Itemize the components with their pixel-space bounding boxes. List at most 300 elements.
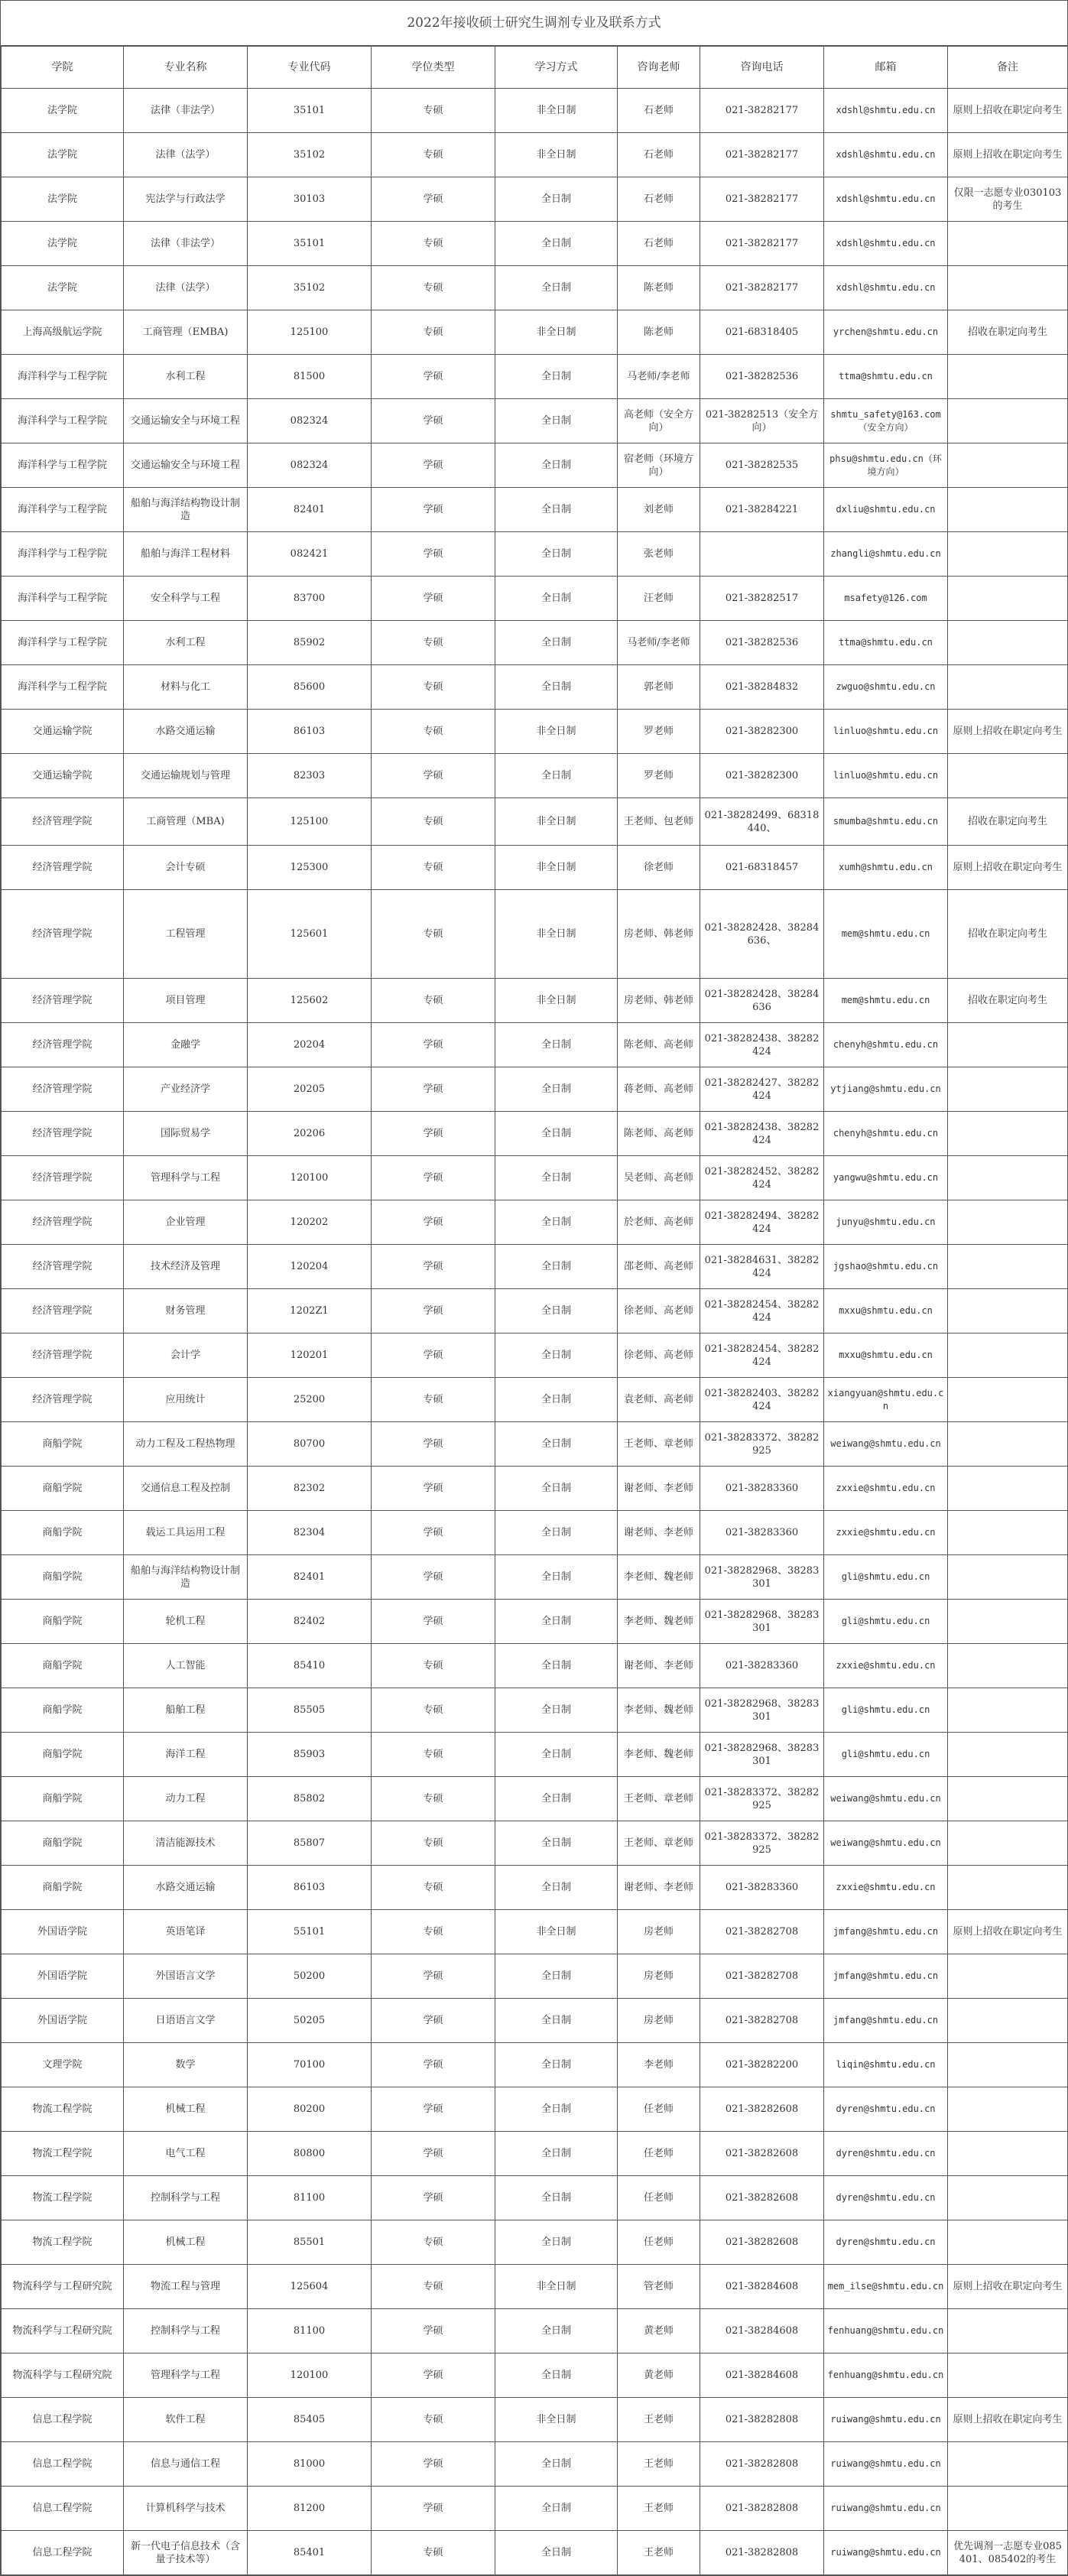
header-study-mode: 学习方式 <box>495 47 618 89</box>
cell-email: zwguo@shmtu.edu.cn <box>824 665 948 710</box>
cell-remarks <box>948 1245 1068 1289</box>
cell-degree: 学硕 <box>372 1067 495 1112</box>
cell-study-mode: 全日制 <box>495 2531 618 2575</box>
cell-study-mode: 全日制 <box>495 1733 618 1777</box>
cell-major: 船舶与海洋结构物设计制造 <box>124 488 248 532</box>
table-row <box>2 1112 1068 1156</box>
cell-college: 上海高级航运学院 <box>2 310 124 355</box>
cell-teacher: 陈老师、高老师 <box>618 1023 700 1067</box>
cell-major: 新一代电子信息技术（含量子技术等） <box>124 2531 248 2575</box>
cell-remarks <box>948 399 1068 443</box>
cell-degree: 专硕 <box>372 1866 495 1910</box>
cell-email: dxliu@shmtu.edu.cn <box>824 488 948 532</box>
cell-code: 125604 <box>248 2265 372 2309</box>
cell-phone: 021-38282808 <box>700 2487 824 2531</box>
cell-teacher: 徐老师 <box>618 846 700 890</box>
cell-college: 信息工程学院 <box>2 2398 124 2442</box>
cell-email: junyu@shmtu.edu.cn <box>824 1200 948 1245</box>
cell-code: 82303 <box>248 754 372 798</box>
cell-major: 企业管理 <box>124 1200 248 1245</box>
cell-email: fenhuang@shmtu.edu.cn <box>824 2353 948 2398</box>
cell-college: 商船学院 <box>2 1821 124 1866</box>
cell-study-mode: 非全日制 <box>495 133 618 177</box>
cell-major: 轮机工程 <box>124 1600 248 1644</box>
cell-phone: 021-38282708 <box>700 1954 824 1999</box>
cell-email: ytjiang@shmtu.edu.cn <box>824 1067 948 1112</box>
cell-email: ruiwang@shmtu.edu.cn <box>824 2531 948 2575</box>
cell-teacher: 王老师、包老师 <box>618 798 700 846</box>
cell-college: 信息工程学院 <box>2 2487 124 2531</box>
cell-college: 海洋科学与工程学院 <box>2 443 124 488</box>
cell-study-mode: 全日制 <box>495 177 618 222</box>
cell-college: 经济管理学院 <box>2 979 124 1023</box>
cell-phone: 021-38284608 <box>700 2353 824 2398</box>
cell-code: 80700 <box>248 1422 372 1467</box>
cell-study-mode: 全日制 <box>495 754 618 798</box>
cell-phone: 021-38282438、38282424 <box>700 1023 824 1067</box>
cell-email: jgshao@shmtu.edu.cn <box>824 1245 948 1289</box>
cell-phone: 021-38282968、38283301 <box>700 1688 824 1733</box>
cell-remarks <box>948 1467 1068 1511</box>
cell-email: xdshl@shmtu.edu.cn <box>824 133 948 177</box>
cell-major: 财务管理 <box>124 1289 248 1333</box>
cell-major: 动力工程及工程热物理 <box>124 1422 248 1467</box>
cell-code: 35101 <box>248 222 372 266</box>
cell-study-mode: 全日制 <box>495 1067 618 1112</box>
cell-code: 1202Z1 <box>248 1289 372 1333</box>
cell-code: 20205 <box>248 1067 372 1112</box>
cell-major: 法律（非法学） <box>124 89 248 133</box>
cell-college: 海洋科学与工程学院 <box>2 355 124 399</box>
header-row <box>2 47 1068 89</box>
cell-degree: 专硕 <box>372 665 495 710</box>
cell-college: 法学院 <box>2 89 124 133</box>
cell-major: 交通运输安全与环境工程 <box>124 443 248 488</box>
cell-degree: 专硕 <box>372 2398 495 2442</box>
cell-phone: 021-38282608 <box>700 2132 824 2176</box>
cell-phone: 021-38282177 <box>700 222 824 266</box>
cell-phone: 021-38282177 <box>700 177 824 222</box>
cell-major: 产业经济学 <box>124 1067 248 1112</box>
cell-study-mode: 全日制 <box>495 1023 618 1067</box>
cell-teacher: 袁老师、高老师 <box>618 1378 700 1422</box>
cell-remarks: 仅限一志愿专业030103的考生 <box>948 177 1068 222</box>
cell-email: weiwang@shmtu.edu.cn <box>824 1422 948 1467</box>
cell-degree: 学硕 <box>372 399 495 443</box>
cell-code: 120100 <box>248 2353 372 2398</box>
cell-email: chenyh@shmtu.edu.cn <box>824 1023 948 1067</box>
cell-remarks: 原则上招收在职定向考生 <box>948 846 1068 890</box>
cell-email: gli@shmtu.edu.cn <box>824 1600 948 1644</box>
cell-phone: 021-38283372、38282925 <box>700 1821 824 1866</box>
cell-degree: 学硕 <box>372 2087 495 2132</box>
cell-major: 工商管理（MBA) <box>124 798 248 846</box>
cell-phone: 021-38282427、38282424 <box>700 1067 824 1112</box>
cell-major: 载运工具运用工程 <box>124 1511 248 1555</box>
cell-teacher: 罗老师 <box>618 754 700 798</box>
table-row <box>2 1023 1068 1067</box>
cell-email: ruiwang@shmtu.edu.cn <box>824 2487 948 2531</box>
cell-major: 安全科学与工程 <box>124 577 248 621</box>
cell-college: 文理学院 <box>2 2043 124 2087</box>
cell-major: 法律（法学） <box>124 266 248 310</box>
cell-college: 海洋科学与工程学院 <box>2 488 124 532</box>
cell-major: 人工智能 <box>124 1644 248 1688</box>
cell-major: 清洁能源技术 <box>124 1821 248 1866</box>
header-major: 专业名称 <box>124 47 248 89</box>
cell-phone: 021-68318405 <box>700 310 824 355</box>
cell-remarks <box>948 2309 1068 2353</box>
cell-email: xdshl@shmtu.edu.cn <box>824 222 948 266</box>
cell-phone: 021-38282517 <box>700 577 824 621</box>
cell-code: 30103 <box>248 177 372 222</box>
cell-remarks <box>948 1289 1068 1333</box>
cell-college: 外国语学院 <box>2 1999 124 2043</box>
cell-remarks <box>948 1333 1068 1378</box>
table-row <box>2 1067 1068 1112</box>
cell-email: weiwang@shmtu.edu.cn <box>824 1821 948 1866</box>
cell-degree: 专硕 <box>372 310 495 355</box>
cell-study-mode: 全日制 <box>495 1378 618 1422</box>
cell-degree: 专硕 <box>372 798 495 846</box>
cell-major: 水路交通运输 <box>124 1866 248 1910</box>
cell-college: 海洋科学与工程学院 <box>2 399 124 443</box>
cell-college: 经济管理学院 <box>2 1023 124 1067</box>
cell-college: 交通运输学院 <box>2 710 124 754</box>
cell-major: 工商管理（EMBA) <box>124 310 248 355</box>
cell-major: 水利工程 <box>124 355 248 399</box>
cell-code: 81000 <box>248 2442 372 2487</box>
cell-degree: 专硕 <box>372 1733 495 1777</box>
cell-study-mode: 全日制 <box>495 1866 618 1910</box>
cell-degree: 学硕 <box>372 1023 495 1067</box>
cell-code: 125602 <box>248 979 372 1023</box>
cell-degree: 专硕 <box>372 89 495 133</box>
cell-degree: 专硕 <box>372 979 495 1023</box>
cell-code: 82304 <box>248 1511 372 1555</box>
table-row <box>2 2176 1068 2220</box>
cell-college: 经济管理学院 <box>2 1156 124 1200</box>
header-code: 专业代码 <box>248 47 372 89</box>
cell-remarks <box>948 1511 1068 1555</box>
cell-code: 125100 <box>248 798 372 846</box>
cell-phone: 021-38282535 <box>700 443 824 488</box>
cell-remarks <box>948 1954 1068 1999</box>
table-row <box>2 1467 1068 1511</box>
cell-teacher: 罗老师 <box>618 710 700 754</box>
cell-email: msafety@126.com <box>824 577 948 621</box>
cell-degree: 专硕 <box>372 1688 495 1733</box>
cell-teacher: 管老师 <box>618 2265 700 2309</box>
cell-college: 物流工程学院 <box>2 2220 124 2265</box>
cell-degree: 学硕 <box>372 2353 495 2398</box>
cell-email: dyren@shmtu.edu.cn <box>824 2176 948 2220</box>
cell-email: yrchen@shmtu.edu.cn <box>824 310 948 355</box>
cell-study-mode: 全日制 <box>495 1467 618 1511</box>
cell-phone: 021-38282968、38283301 <box>700 1555 824 1600</box>
cell-major: 外国语言文学 <box>124 1954 248 1999</box>
cell-code: 85410 <box>248 1644 372 1688</box>
cell-code: 85401 <box>248 2531 372 2575</box>
cell-code: 25200 <box>248 1378 372 1422</box>
cell-email: zxxie@shmtu.edu.cn <box>824 1644 948 1688</box>
cell-college: 海洋科学与工程学院 <box>2 665 124 710</box>
cell-teacher: 黄老师 <box>618 2353 700 2398</box>
cell-major: 法律（法学） <box>124 133 248 177</box>
cell-study-mode: 全日制 <box>495 2087 618 2132</box>
table-row <box>2 1688 1068 1733</box>
cell-phone: 021-38283360 <box>700 1644 824 1688</box>
cell-college: 商船学院 <box>2 1644 124 1688</box>
cell-college: 信息工程学院 <box>2 2531 124 2575</box>
cell-phone: 021-38282608 <box>700 2220 824 2265</box>
cell-email: ttma@shmtu.edu.cn <box>824 621 948 665</box>
table-row <box>2 2265 1068 2309</box>
cell-teacher: 房老师 <box>618 1910 700 1954</box>
cell-code: 80800 <box>248 2132 372 2176</box>
cell-study-mode: 全日制 <box>495 1821 618 1866</box>
cell-major: 金融学 <box>124 1023 248 1067</box>
cell-code: 120201 <box>248 1333 372 1378</box>
cell-phone: 021-38282608 <box>700 2087 824 2132</box>
cell-email: xdshl@shmtu.edu.cn <box>824 89 948 133</box>
table-row <box>2 355 1068 399</box>
cell-remarks: 原则上招收在职定向考生 <box>948 2398 1068 2442</box>
cell-email: xdshl@shmtu.edu.cn <box>824 177 948 222</box>
cell-remarks <box>948 1422 1068 1467</box>
cell-code: 85802 <box>248 1777 372 1821</box>
cell-study-mode: 全日制 <box>495 1112 618 1156</box>
cell-remarks <box>948 1067 1068 1112</box>
cell-code: 80200 <box>248 2087 372 2132</box>
table-row <box>2 1511 1068 1555</box>
table-row <box>2 710 1068 754</box>
cell-college: 法学院 <box>2 222 124 266</box>
cell-study-mode: 全日制 <box>495 2442 618 2487</box>
cell-study-mode: 全日制 <box>495 532 618 577</box>
cell-remarks <box>948 1378 1068 1422</box>
cell-teacher: 房老师 <box>618 1954 700 1999</box>
cell-teacher: 陈老师 <box>618 310 700 355</box>
table-row <box>2 1200 1068 1245</box>
cell-teacher: 石老师 <box>618 89 700 133</box>
cell-degree: 专硕 <box>372 222 495 266</box>
cell-college: 经济管理学院 <box>2 1067 124 1112</box>
cell-teacher: 宿老师（环境方向） <box>618 443 700 488</box>
cell-college: 商船学院 <box>2 1467 124 1511</box>
cell-college: 经济管理学院 <box>2 798 124 846</box>
cell-teacher: 王老师 <box>618 2531 700 2575</box>
cell-degree: 学硕 <box>372 1289 495 1333</box>
cell-code: 85405 <box>248 2398 372 2442</box>
cell-major: 日语语言文学 <box>124 1999 248 2043</box>
cell-teacher: 於老师、高老师 <box>618 1200 700 1245</box>
table-row <box>2 2132 1068 2176</box>
cell-major: 水利工程 <box>124 621 248 665</box>
cell-code: 81100 <box>248 2176 372 2220</box>
cell-teacher: 李老师、魏老师 <box>618 1600 700 1644</box>
cell-major: 电气工程 <box>124 2132 248 2176</box>
cell-email: gli@shmtu.edu.cn <box>824 1733 948 1777</box>
cell-remarks <box>948 1688 1068 1733</box>
cell-code: 120100 <box>248 1156 372 1200</box>
cell-phone: 021-38282177 <box>700 89 824 133</box>
cell-major: 动力工程 <box>124 1777 248 1821</box>
cell-code: 82402 <box>248 1600 372 1644</box>
cell-phone: 021-38282300 <box>700 710 824 754</box>
cell-phone: 021-38282452、38282424 <box>700 1156 824 1200</box>
cell-phone: 021-38282708 <box>700 1999 824 2043</box>
cell-remarks <box>948 2220 1068 2265</box>
cell-major: 计算机科学与技术 <box>124 2487 248 2531</box>
cell-teacher: 谢老师、李老师 <box>618 1467 700 1511</box>
cell-teacher: 李老师、魏老师 <box>618 1688 700 1733</box>
cell-study-mode: 全日制 <box>495 399 618 443</box>
page-title: 2022年接收硕士研究生调剂专业及联系方式 <box>1 1 1067 46</box>
table-row <box>2 2043 1068 2087</box>
cell-study-mode: 全日制 <box>495 266 618 310</box>
cell-email: dyren@shmtu.edu.cn <box>824 2220 948 2265</box>
cell-study-mode: 全日制 <box>495 1511 618 1555</box>
cell-email: mxxu@shmtu.edu.cn <box>824 1289 948 1333</box>
table-row <box>2 1378 1068 1422</box>
table-row <box>2 2398 1068 2442</box>
table-row <box>2 1156 1068 1200</box>
cell-phone: 021-38282428、38284636、 <box>700 890 824 979</box>
cell-study-mode: 全日制 <box>495 1777 618 1821</box>
cell-phone: 021-38282454、38282424 <box>700 1289 824 1333</box>
cell-degree: 专硕 <box>372 2531 495 2575</box>
table-row <box>2 798 1068 846</box>
cell-phone: 021-38282513（安全方向） <box>700 399 824 443</box>
table-row <box>2 177 1068 222</box>
cell-study-mode: 全日制 <box>495 2353 618 2398</box>
cell-degree: 学硕 <box>372 177 495 222</box>
cell-email: dyren@shmtu.edu.cn <box>824 2087 948 2132</box>
cell-major: 数学 <box>124 2043 248 2087</box>
table-row <box>2 1821 1068 1866</box>
cell-email: xumh@shmtu.edu.cn <box>824 846 948 890</box>
cell-teacher: 石老师 <box>618 222 700 266</box>
cell-teacher: 房老师 <box>618 1999 700 2043</box>
cell-degree: 专硕 <box>372 1821 495 1866</box>
cell-phone: 021-38282403、38282424 <box>700 1378 824 1422</box>
cell-email: fenhuang@shmtu.edu.cn <box>824 2309 948 2353</box>
cell-major: 机械工程 <box>124 2220 248 2265</box>
cell-remarks: 招收在职定向考生 <box>948 890 1068 979</box>
cell-teacher: 邵老师、高老师 <box>618 1245 700 1289</box>
cell-college: 商船学院 <box>2 1555 124 1600</box>
cell-remarks <box>948 621 1068 665</box>
cell-teacher: 房老师、韩老师 <box>618 890 700 979</box>
cell-remarks <box>948 532 1068 577</box>
table-row <box>2 979 1068 1023</box>
cell-major: 船舶与海洋工程材料 <box>124 532 248 577</box>
cell-email: smumba@shmtu.edu.cn <box>824 798 948 846</box>
cell-teacher: 马老师/李老师 <box>618 355 700 399</box>
cell-remarks <box>948 488 1068 532</box>
cell-study-mode: 全日制 <box>495 621 618 665</box>
cell-email: ruiwang@shmtu.edu.cn <box>824 2442 948 2487</box>
cell-email: mxxu@shmtu.edu.cn <box>824 1333 948 1378</box>
cell-college: 商船学院 <box>2 1600 124 1644</box>
cell-code: 82401 <box>248 488 372 532</box>
cell-code: 86103 <box>248 1866 372 1910</box>
cell-phone: 021-38282300 <box>700 754 824 798</box>
cell-phone: 021-38282494、38282424 <box>700 1200 824 1245</box>
table-row <box>2 1777 1068 1821</box>
cell-college: 信息工程学院 <box>2 2442 124 2487</box>
cell-remarks: 原则上招收在职定向考生 <box>948 710 1068 754</box>
cell-code: 125300 <box>248 846 372 890</box>
cell-phone: 021-38282608 <box>700 2176 824 2220</box>
cell-degree: 学硕 <box>372 1422 495 1467</box>
cell-teacher: 陈老师、高老师 <box>618 1112 700 1156</box>
cell-email: jmfang@shmtu.edu.cn <box>824 1954 948 1999</box>
cell-remarks <box>948 443 1068 488</box>
cell-email: jmfang@shmtu.edu.cn <box>824 1910 948 1954</box>
cell-college: 法学院 <box>2 266 124 310</box>
cell-email: mem@shmtu.edu.cn <box>824 979 948 1023</box>
cell-code: 082324 <box>248 399 372 443</box>
cell-remarks: 原则上招收在职定向考生 <box>948 2265 1068 2309</box>
cell-study-mode: 全日制 <box>495 222 618 266</box>
cell-major: 会计专硕 <box>124 846 248 890</box>
cell-college: 交通运输学院 <box>2 754 124 798</box>
cell-study-mode: 全日制 <box>495 1245 618 1289</box>
cell-study-mode: 全日制 <box>495 1156 618 1200</box>
cell-phone: 021-38283360 <box>700 1511 824 1555</box>
cell-code: 125100 <box>248 310 372 355</box>
cell-major: 信息与通信工程 <box>124 2442 248 2487</box>
cell-code: 35102 <box>248 133 372 177</box>
cell-code: 83700 <box>248 577 372 621</box>
cell-remarks: 原则上招收在职定向考生 <box>948 89 1068 133</box>
cell-major: 控制科学与工程 <box>124 2309 248 2353</box>
cell-major: 应用统计 <box>124 1378 248 1422</box>
cell-college: 海洋科学与工程学院 <box>2 532 124 577</box>
cell-code: 50205 <box>248 1999 372 2043</box>
table-row <box>2 846 1068 890</box>
cell-teacher: 徐老师、高老师 <box>618 1333 700 1378</box>
cell-degree: 学硕 <box>372 2043 495 2087</box>
cell-code: 82401 <box>248 1555 372 1600</box>
cell-study-mode: 全日制 <box>495 665 618 710</box>
cell-phone: 021-68318457 <box>700 846 824 890</box>
cell-study-mode: 全日制 <box>495 355 618 399</box>
cell-code: 85902 <box>248 621 372 665</box>
cell-college: 经济管理学院 <box>2 1112 124 1156</box>
table-row <box>2 2487 1068 2531</box>
table-row <box>2 1644 1068 1688</box>
cell-phone: 021-38284631、38282424 <box>700 1245 824 1289</box>
cell-study-mode: 全日制 <box>495 1333 618 1378</box>
cell-code: 35101 <box>248 89 372 133</box>
cell-major: 法律（非法学） <box>124 222 248 266</box>
cell-study-mode: 非全日制 <box>495 310 618 355</box>
cell-college: 法学院 <box>2 177 124 222</box>
header-teacher: 咨询老师 <box>618 47 700 89</box>
cell-remarks <box>948 577 1068 621</box>
cell-remarks <box>948 1866 1068 1910</box>
cell-major: 管理科学与工程 <box>124 2353 248 2398</box>
cell-teacher: 郭老师 <box>618 665 700 710</box>
cell-teacher: 高老师（安全方向） <box>618 399 700 443</box>
header-remarks: 备注 <box>948 47 1068 89</box>
cell-degree: 学硕 <box>372 1511 495 1555</box>
cell-college: 物流科学与工程研究院 <box>2 2309 124 2353</box>
cell-email: linluo@shmtu.edu.cn <box>824 710 948 754</box>
